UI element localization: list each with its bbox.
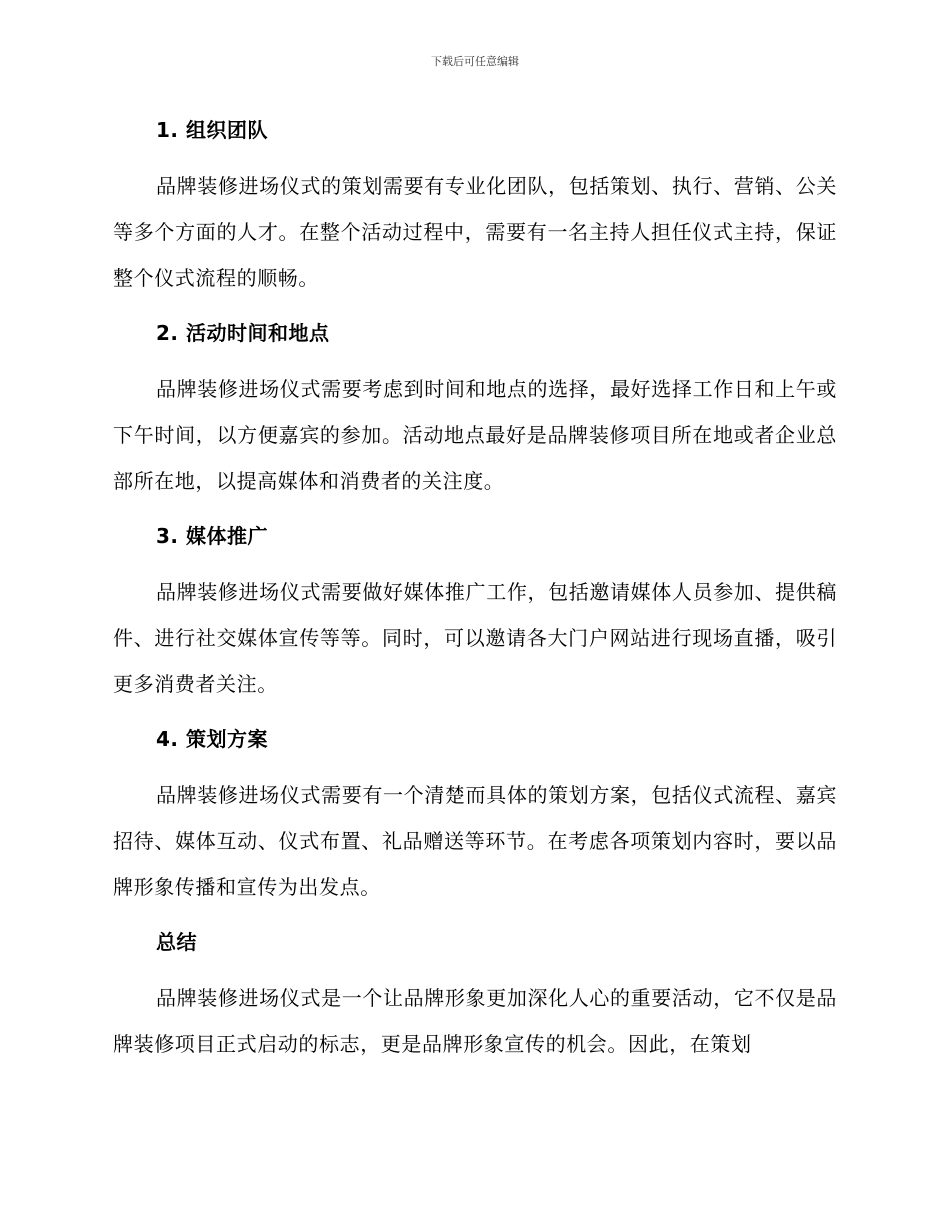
page-header: 下载后可任意编辑 — [431, 55, 519, 68]
section-heading-organize-team: 1. 组织团队 — [156, 118, 268, 142]
section-heading-planning-scheme: 4. 策划方案 — [156, 727, 268, 751]
section-heading-time-and-place: 2. 活动时间和地点 — [156, 321, 330, 345]
document-body — [113, 112, 837, 1081]
section-heading-media-promotion: 3. 媒体推广 — [156, 524, 268, 548]
section-paragraph-planning-scheme: 品牌装修进场仪式需要有一个清楚而具体的策划方案，包括仪式流程、嘉宾招待、媒体互动、仪式布置、礼品赠送等环节。在考虑各项策划内容时，要以品牌形象传播和宣传为出发点。 — [113, 783, 837, 899]
section-heading-summary: 总结 — [156, 930, 197, 954]
section-paragraph-summary: 品牌装修进场仪式是一个让品牌形象更加深化人心的重要活动，它不仅是品牌装修项目正式启动的标志，更是品牌形象宣传的机会。因此，在策划 — [113, 986, 837, 1056]
section-paragraph-media-promotion: 品牌装修进场仪式需要做好媒体推广工作，包括邀请媒体人员参加、提供稿件、进行社交媒体宣传等等。同时，可以邀请各大门户网站进行现场直播，吸引更多消费者关注。 — [113, 580, 837, 696]
section-paragraph-organize-team: 品牌装修进场仪式的策划需要有专业化团队，包括策划、执行、营销、公关等多个方面的人才。在整个活动过程中，需要有一名主持人担任仪式主持，保证整个仪式流程的顺畅。 — [113, 174, 837, 290]
section-paragraph-time-and-place: 品牌装修进场仪式需要考虑到时间和地点的选择，最好选择工作日和上午或下午时间，以方便嘉宾的参加。活动地点最好是品牌装修项目所在地或者企业总部所在地，以提高媒体和消费者的关注度。 — [113, 377, 837, 493]
